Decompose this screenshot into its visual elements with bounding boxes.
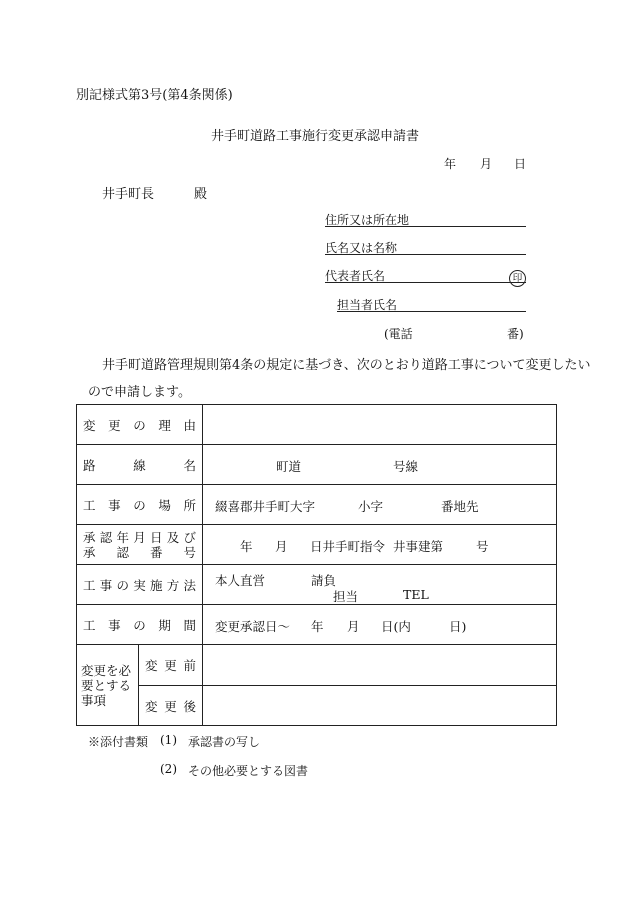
date-month-label: 月 [480, 157, 493, 171]
date-day-label: 日 [514, 157, 527, 171]
after-value [203, 686, 557, 726]
approval-directive-text: 日井手町指令 [310, 539, 386, 554]
items-label [77, 645, 139, 726]
method-direct-text: 本人直営 [215, 573, 266, 588]
approval-label-line-2: 承認番号 [83, 544, 197, 560]
approval-month-text: 月 [275, 539, 288, 554]
items-label-line-2: 要とする [81, 677, 132, 693]
route-line-text: 号線 [393, 459, 419, 474]
route-town-text: 町道 [276, 459, 302, 474]
items-label-line-1: 変更を必 [81, 662, 132, 678]
method-label: 工事の実施方法 [77, 565, 203, 605]
form-title: 井手町道路工事施行変更承認申請書 [210, 129, 419, 144]
representative-underline [325, 282, 526, 283]
addressee-name: 井手町長 [102, 187, 155, 202]
before-value [203, 645, 557, 686]
addressee-honorific: 殿 [194, 187, 208, 202]
representative-label: 代表者氏名 [325, 269, 386, 283]
row-place [77, 485, 557, 525]
method-value [203, 565, 557, 605]
period-day-within-text: 日(内 [381, 619, 411, 634]
intro-line-1: 井手町道路管理規則第4条の規定に基づき、次のとおり道路工事について変更したい [102, 358, 591, 373]
phone-close: 番) [507, 327, 524, 341]
approval-label [77, 525, 203, 565]
row-method [77, 565, 557, 605]
person-in-charge-label: 担当者氏名 [337, 298, 398, 312]
period-month-text: 月 [347, 619, 360, 634]
reason-value [203, 405, 557, 445]
row-period [77, 605, 557, 645]
place-koaza-text: 小字 [358, 499, 384, 514]
place-value [203, 485, 557, 525]
row-route [77, 445, 557, 485]
address-underline [325, 226, 526, 227]
method-contract-text: 請負 [311, 573, 337, 588]
period-value [203, 605, 557, 645]
place-label: 工事の場所 [77, 485, 203, 525]
date-year-label: 年 [444, 157, 457, 171]
after-label: 変更後 [139, 686, 203, 726]
application-table [76, 404, 557, 726]
seal-icon: 印 [509, 270, 526, 287]
attachments-heading: ※添付書類 [88, 735, 149, 749]
row-approval [77, 525, 557, 565]
route-value [203, 445, 557, 485]
row-after [77, 686, 557, 726]
approval-label-line-1: 承認年月日及び [83, 529, 197, 545]
address-label: 住所又は所在地 [325, 213, 410, 227]
period-start-text: 変更承認日～ [215, 619, 291, 634]
phone-open: (電話 [384, 327, 413, 341]
row-reason [77, 405, 557, 445]
attachment-1-number: (1) [160, 733, 177, 747]
place-prefix-text: 綴喜郡井手町大字 [215, 499, 316, 514]
approval-construction-no-text: 井事建第 [393, 539, 444, 554]
attachment-1-text: 承認書の写し [188, 735, 261, 749]
intro-line-2: ので申請します。 [88, 385, 191, 400]
before-label: 変更前 [139, 645, 203, 686]
approval-year-text: 年 [240, 539, 253, 554]
form-number: 別記様式第3号(第4条関係) [76, 88, 233, 103]
items-label-line-3: 事項 [81, 692, 107, 708]
approval-no-text: 号 [476, 539, 489, 554]
attachment-2-number: (2) [160, 762, 177, 776]
attachment-2-text: その他必要とする図書 [188, 764, 309, 778]
method-person-text: 担当 [333, 589, 359, 604]
period-days-text: 日) [449, 619, 467, 634]
person-in-charge-underline [337, 311, 526, 312]
name-label: 氏名又は名称 [325, 241, 398, 255]
seal-mark [509, 266, 526, 287]
approval-value [203, 525, 557, 565]
method-tel-text: TEL [403, 587, 429, 602]
place-suffix-text: 番地先 [441, 499, 479, 514]
name-underline [325, 254, 526, 255]
route-label: 路線名 [77, 445, 203, 485]
row-before [77, 645, 557, 686]
period-label: 工事の期間 [77, 605, 203, 645]
period-year-text: 年 [311, 619, 324, 634]
reason-label: 変更の理由 [77, 405, 203, 445]
